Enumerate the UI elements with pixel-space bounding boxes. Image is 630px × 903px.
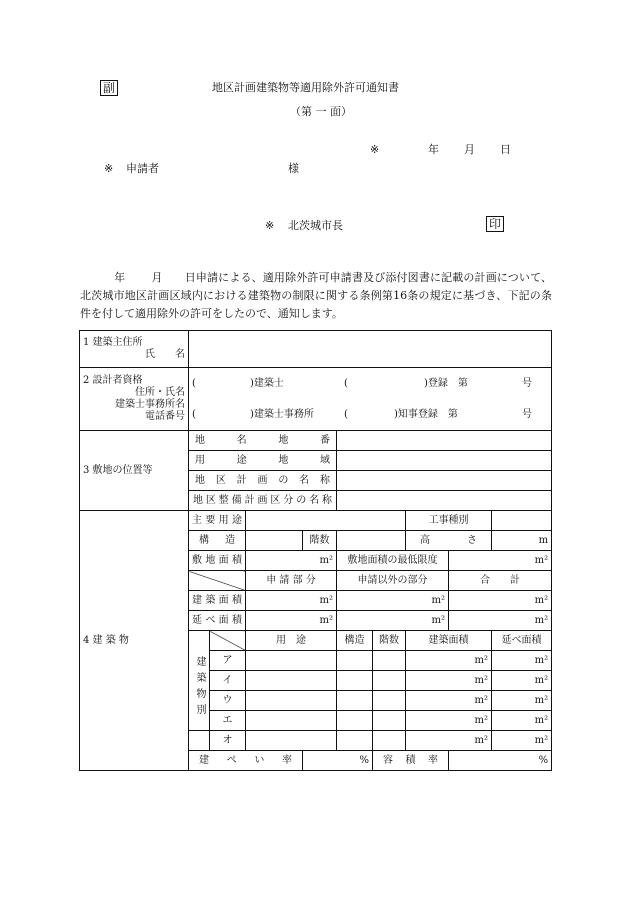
structure-label: 構 造 [189,531,246,551]
floors-i[interactable] [373,671,406,691]
building-area-applied[interactable] [246,591,337,611]
other-part-header: 申請以外の部分 [337,571,449,591]
building-label-cell [80,511,189,771]
designer-qualification-label: 2 設計者資格 [83,375,143,386]
applicant-label: 申請者 [126,162,159,175]
coverage-value[interactable] [303,751,373,771]
min-site-area-value[interactable] [449,551,552,571]
floor-area-total[interactable] [449,611,552,631]
use-i[interactable] [246,671,337,691]
floors-e[interactable] [373,711,406,731]
work-type-label: 工事種別 [406,511,492,531]
structure-value[interactable] [246,531,303,551]
district-plan-name-label: 地区計画の名称 [189,471,337,491]
site-area-unit: m² [319,554,333,566]
sub-building-area-header: 建築面積 [406,631,492,651]
building-area-other[interactable] [337,591,449,611]
structure-o[interactable] [337,731,373,751]
area-unit: m² [474,714,488,726]
by-building-corner [189,631,210,651]
use-district-value[interactable] [337,451,552,471]
by-building-label: 建築物別 [194,656,205,721]
body-month: 月 [151,271,163,284]
body-text: 日申請による、適用除外許可申請書及び添付図書に記載の計画について、北茨城市地区計画区域内における建築物の制限に関する条例第16条の規定に基づき、下記の条件を付して適用除外の許可をしたので、通知します。 [80,271,553,320]
main-use-value[interactable] [246,511,406,531]
by-building-label-cell [189,651,210,731]
designer-label-cell [80,368,189,431]
building-area-e[interactable] [406,711,492,731]
far-label: 容積率 [373,751,449,771]
designer-phone-label: 電話番号 [145,411,185,422]
owner-value[interactable] [189,331,552,368]
work-type-value[interactable] [492,511,552,531]
gov-open-paren: ( [344,408,348,420]
office-label: )建築士事務所 [250,408,314,420]
area-unit: m² [534,714,549,726]
use-a[interactable] [246,651,337,671]
site-address-label: 地名地番 [189,431,337,451]
far-value[interactable] [449,751,552,771]
kana-i: イ [210,671,246,691]
building-label: 4 建 築 物 [83,634,129,646]
area-unit: m² [474,654,488,666]
area-unit: m² [431,614,445,626]
building-row-use [80,511,552,531]
coverage-label: 建ぺい率 [189,751,303,771]
plan-division-value[interactable] [337,491,552,511]
building-area-a[interactable] [406,651,492,671]
date-marker: ※ [370,143,380,156]
applicant-honorific: 様 [288,162,299,175]
registration-open-paren: ( [344,377,348,389]
copy-stamp: 副 [100,80,118,96]
height-unit: m [538,534,549,546]
owner-row [80,331,552,368]
building-area-total[interactable] [449,591,552,611]
sub-floors-header: 階数 [373,631,406,651]
floors-value[interactable] [337,531,406,551]
floors-o[interactable] [373,731,406,751]
building-area-o[interactable] [406,731,492,751]
use-o[interactable] [246,731,337,751]
min-site-area-label: 敷地面積の最低限度 [337,551,449,571]
district-plan-name-value[interactable] [337,471,552,491]
registration-label: )登録 第 [424,377,468,389]
site-address-value[interactable] [337,431,552,451]
site-label-cell [80,431,189,511]
area-unit: m² [431,594,445,606]
floor-area-label: 延べ面積 [189,611,246,631]
area-unit: m² [534,594,549,606]
floor-area-e[interactable] [492,711,552,731]
height-value[interactable] [492,531,552,551]
far-percent: % [538,754,549,766]
total-header: 合 計 [449,571,552,591]
structure-u[interactable] [337,691,373,711]
use-e[interactable] [246,711,337,731]
designer-row-1 [80,368,552,400]
gov-number-suffix: 号 [522,408,532,420]
floor-area-other[interactable] [337,611,449,631]
owner-address-label: 1 建築主住所 [83,337,143,348]
area-unit: m² [534,654,549,666]
building-area-label: 建築面積 [189,591,246,611]
site-area-label: 敷地面積 [189,551,246,571]
main-use-label: 主要用途 [189,511,246,531]
building-area-i[interactable] [406,671,492,691]
structure-a[interactable] [337,651,373,671]
designer-office-label: 建築士事務所名 [115,399,185,410]
site-label: 3 敷地の位置等 [83,464,153,476]
area-unit: m² [474,734,488,746]
area-unit: m² [534,614,549,626]
floor-area-i[interactable] [492,671,552,691]
kana-e: エ [210,711,246,731]
owner-label-cell [80,331,189,368]
floor-area-u[interactable] [492,691,552,711]
by-building-blank [189,731,210,751]
date-month: 月 [464,143,475,156]
registration-number-suffix: 号 [522,377,532,389]
gov-registration-label: )知事登録 第 [394,408,458,420]
area-unit: m² [319,614,333,626]
office-line[interactable] [189,399,552,431]
body-year: 年 [114,271,126,284]
notice-paragraph [80,269,552,323]
architect-open-paren: ( [192,377,196,389]
floor-area-o[interactable] [492,731,552,751]
structure-i[interactable] [337,671,373,691]
area-unit: m² [534,734,549,746]
issuer-name: 北茨城市長 [288,219,343,232]
area-unit: m² [474,674,488,686]
sub-use-header: 用 途 [246,631,337,651]
use-u[interactable] [246,691,337,711]
coverage-percent: % [359,754,369,766]
kana-o: オ [210,731,246,751]
issuer-marker: ※ [265,219,275,232]
sub-structure-header: 構造 [337,631,373,651]
floor-area-a[interactable] [492,651,552,671]
owner-name-label: 氏 名 [145,349,185,360]
height-label: 高 さ [406,531,492,551]
area-header-diagonal [189,571,246,591]
kana-u: ウ [210,691,246,711]
area-unit: m² [534,674,549,686]
applicant-marker: ※ [104,162,114,175]
floors-u[interactable] [373,691,406,711]
min-site-area-unit: m² [534,554,549,566]
permit-form-table [79,330,552,771]
use-district-label: 用途地域 [189,451,337,471]
architect-line[interactable] [189,368,552,400]
by-building-diagonal [210,631,246,651]
document-subtitle: （第 一 面） [290,105,352,118]
kana-a: ア [210,651,246,671]
floors-a[interactable] [373,651,406,671]
floor-area-applied[interactable] [246,611,337,631]
site-area-value[interactable] [246,551,337,571]
office-open-paren: ( [192,408,196,420]
document-title: 地区計画建築物等適用除外許可通知書 [212,81,399,94]
building-area-u[interactable] [406,691,492,711]
area-unit: m² [319,594,333,606]
architect-label: )建築士 [250,377,284,389]
area-unit: m² [534,694,549,706]
area-unit: m² [474,694,488,706]
site-row-1 [80,431,552,451]
applied-part-header: 申 請 部 分 [246,571,337,591]
plan-division-label: 地区整備計画区分の名称 [189,491,337,511]
designer-address-label: 住所・氏名 [135,387,185,398]
seal-mark: 印 [486,216,504,232]
floors-label: 階数 [303,531,337,551]
structure-e[interactable] [337,711,373,731]
date-year: 年 [428,143,439,156]
date-day: 日 [500,143,511,156]
sub-floor-area-header: 延べ面積 [492,631,552,651]
